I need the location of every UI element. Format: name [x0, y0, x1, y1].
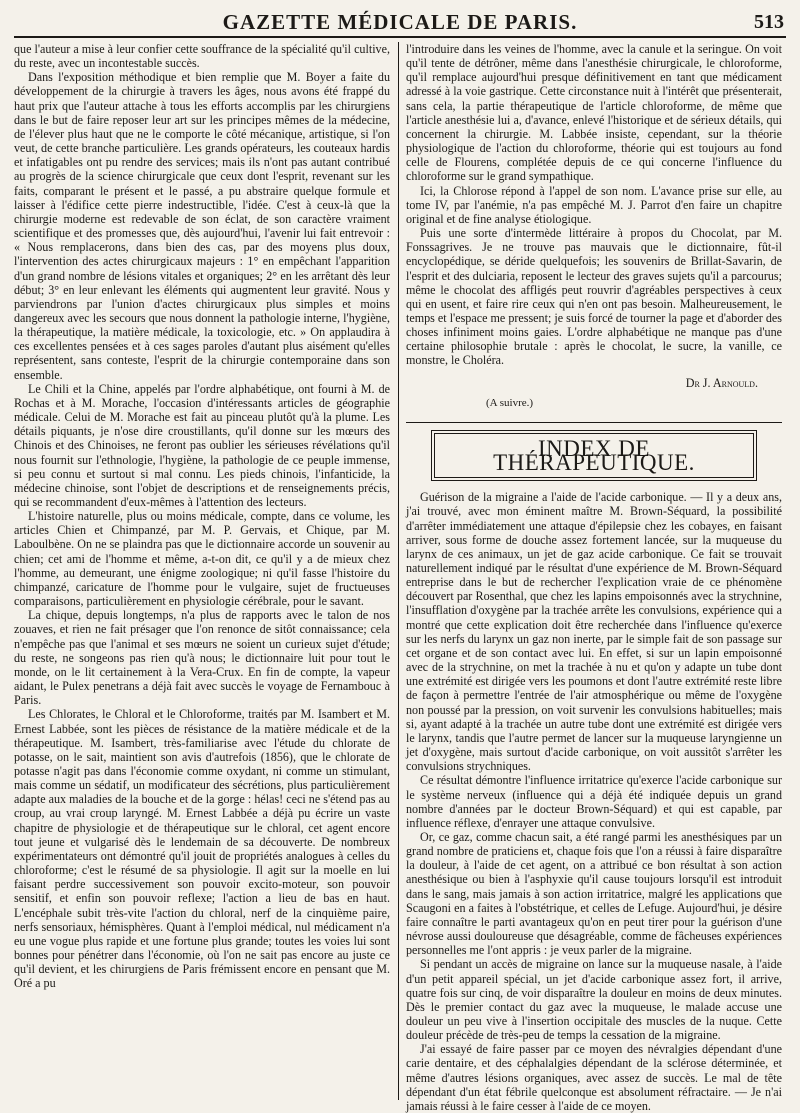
right-column	[406, 42, 782, 1113]
journal-title: GAZETTE MÉDICALE DE PARIS.	[222, 10, 578, 34]
two-column-body	[14, 42, 786, 1113]
paragraph: Puis une sorte d'intermède littéraire à propos du Chocolat, par M. Fonssagrives. Je ne trouve pas mauvais que le dictionnaire, fût-il encyclopédique, se déride quelquefois; les souvenirs de Brillat-Savarin, de l'esprit et des dulciaria, reposent le lecteur des graves sujets qu'il a parcourus; même le chocolat des affligés peut rouvrir d'agréables perspectives à ceux qui en usent, et faire rire ceux qui n'en ont pas besoin. Malheureusement, le temps et l'espace me pressent; je suis forcé de tourner la page et d'aborder des choses infiniment moins gaies. L'ordre alphabétique ne manque pas d'une certaine philosophie brutale : après le chocolat, le sucre, la vanille, ce monstre, le Choléra.	[406, 226, 782, 368]
paragraph: Le Chili et la Chine, appelés par l'ordre alphabétique, ont fourni à M. de Rochas et à M. Morache, l'occasion d'intéressants articles de géographie médicale. Celui de M. Morache est fait au pinceau plutôt qu'à la plume. Les détails piquants, je n'ose dire croustillants, qu'il donne sur les mœurs des Chinois et des Chinoises, ne feront pas oublier les sérieuses révélations qu'il nous fournit sur l'ethnologie, l'hygiène, la pathologie de ce peuple immense, si peu connu et surtout si mal connu. Les pieds chinois, l'infanticide, la médecine chinoise, sont l'objet de descriptions et de renseignements précis, qui se recommandent d'eux-mêmes à l'attention des lecteurs.	[14, 381, 390, 509]
paragraph: Les Chlorates, le Chloral et le Chloroforme, traités par M. Isambert et M. Ernest Labbée, sont les pièces de résistance de la matière médicale et de la thérapeutique. M. Isambert, très-familiarise avec l'étude du chlorate de potasse, on le sait, maintient son avis d'autrefois (1856), que le chlorate de potasse n'agit pas dans l'économie comme oxydant, ni comme un stimulant, mais comme un sédatif, un modificateur des sécrétions, plus particulièrement adapte aux maladies de la bouche et de la gorge : hélas! ceci ne s'étend pas au croup, au vrai croup laryngé. M. Ernest Labbée a déjà pu écrire un vaste chapitre de physiologie et de thérapeutique sur le chloral, cet agent encore tout jeune et vulgarisé dès le lendemain de sa découverte. De nombreux expérimentateurs ont démontré qu'il jouit de propriétés analogues à celles du chloroforme; c'est le résumé de sa physiologie. Il agit sur la moelle en lui faisant perdre successivement son pouvoir excito-moteur, son pouvoir sensitif, et enfin son pouvoir reflexe; l'action a lieu de bas en haut. L'encéphale subit très-vite l'action du chloral, nerf de la cinquième paire, nerfs sensoriaux, hémisphères. Quant à l'emploi médical, nul médicament n'a eu une vogue plus rapide et une fortune plus grande; toutes les voies lui sont bonnes pour pénétrer dans l'économie, où l'on ne sait pas encore au juste ce qu'il devient, et les chirurgiens de Paris frémissent encore en pensant que M. Oré a pu	[14, 707, 390, 991]
left-column	[14, 42, 390, 1100]
paragraph: Si pendant un accès de migraine on lance sur la muqueuse nasale, à l'aide d'un petit appareil spécial, un jet d'acide carbonique assez fort, il arrive, quatre fois sur cinq, de voir disparaître la douleur en moins de deux minutes. Dès le premier contact du gaz avec la muqueuse, le malade accuse une douleur un peu vive à l'insertion occipitale des muscles de la nuque. Cette douleur précède de très-peu de temps la cessation de la migraine.	[406, 957, 782, 1043]
section-divider	[406, 422, 782, 423]
newspaper-page	[14, 8, 786, 1113]
paragraph: Ici, la Chlorose répond à l'appel de son nom. L'avance prise sur elle, au tome IV, par l'anémie, n'a pas empêché M. J. Parrot d'en faire un chapitre original et de fine analyse étiologique.	[406, 183, 782, 226]
paragraph: L'histoire naturelle, plus ou moins médicale, compte, dans ce volume, les articles Chien et Chimpanzé, par M. P. Gervais, et Chique, par M. Laboulbène. On ne se plaindra pas que le dictionnaire accorde un souvenir au chien; cet ami de l'homme et même, a-t-on dit, ce qu'il y a de mieux chez l'homme, au demeurant, une énigme zoologique; ni qu'il fasse l'histoire du chimpanzé, caricature de l'homme pour le vulgaire, sujet de fructueuses comparaisons, particulièrement en physiologie cérébrale, pour le savant.	[14, 509, 390, 609]
index-section-title: INDEX DE THÉRAPEUTIQUE.	[434, 433, 754, 478]
paragraph: Ce résultat démontre l'influence irritatrice qu'exerce l'acide carbonique sur le système nerveux (influence qui a déjà été indiquée depuis un grand nombre d'années par le docteur Brown-Séquard) et qui est capable, par influence réflexe, d'enrayer une attaque convulsive.	[406, 773, 782, 830]
page-header	[14, 8, 786, 38]
to-be-continued-note: (A suivre.)	[486, 396, 534, 409]
paragraph: que l'auteur a mise à leur confier cette souffrance de la spécialité qu'il cultive, du reste, avec un incontestable succès.	[14, 42, 390, 71]
paragraph: J'ai essayé de faire passer par ce moyen des névralgies dépendant d'une carie dentaire, et des céphalalgies dépendant de la sclérose déterminée, et même d'autres lésions organiques, avec assez de succès. Le mal de tête dépendant d'un état fébrile quelconque est absolument réfractaire. — Je n'ai jamais réussi à le faire cesser à l'aide de ce moyen.	[406, 1042, 782, 1113]
column-rule	[398, 42, 399, 1100]
paragraph: La chique, depuis longtemps, n'a plus de rapports avec le talon de nos zouaves, et rien ne fait présager que l'on renonce de sitôt connaissance; cela n'empêche pas que l'animal et ses mœurs ne soient un curieux sujet d'étude; du reste, ne songeons pas rien qu'à nous; le dictionnaire luit pour tout le monde, on le lit certainement à la Vera-Crux. En fin de compte, la vapeur aidant, le Pulex penetrans a déjà fait avec succès le voyage de Fernambouc à Paris.	[14, 608, 390, 708]
paragraph: Dans l'exposition méthodique et bien remplie que M. Boyer a faite du développement de la chirurgie à travers les âges, nous avons été frappé du haut prix que l'auteur attache à tous les efforts accomplis par les chirurgiens dans le but de faire reposer leur art sur les principes mêmes de la médecine, de l'élever plus haut que ne le comporte le côté mécanique, artistique, si l'on veut, de cette branche particulière. Les grands opérateurs, les couteaux hardis et infatigables ont pu rendre des services; mais ils n'ont pas autant contribué au progrès de la science chirurgicale que ceux dont l'esprit, revenant sur les faits, comparant le présent et le passé, a pu abstraire quelque formule et laisser à l'édifice cette pierre indestructible, l'idée. C'est à ceux-là que la chirurgie moderne est redevable de son éclat, de son caractère vraiment scientifique et des promesses que, dès aujourd'hui, l'avenir lui fait entrevoir : « Nous remplacerons, dans bien des cas, par des moyens plus doux, l'intervention des actes chirurgicaux majeurs : 1° en empêchant l'apparition d'un grand nombre de lésions vitales et organiques; 2° en les arrêtant dès leur début; 3° en leur enlevant les éléments qui augmentent leur gravité. Nous y parviendrons par l'union d'actes chirurgicaux plus simples et moins dangereux avec les secours que nous donnent la pathologie interne, l'hygiène, la thérapeutique, la matière médicale, la toxicologie, etc. » On applaudira à ces excellentes pensées et à ces sages paroles d'autant plus aisément qu'elles représentent, sans conteste, l'esprit de la chirurgie contemporaine dans son ensemble.	[14, 70, 390, 382]
paragraph: Or, ce gaz, comme chacun sait, a été rangé parmi les anesthésiques par un grand nombre de praticiens et, chaque fois que l'on a réussi à faire disparaître la douleur, à l'aide de cet agent, on a attribué ce bon résultat à son action anesthésique ou bien à l'asphyxie qu'il cause toujours lorsqu'il est introduit dans le sang, mais jamais à son action irritatrice, malgré les applications que Scaugoni en a faites à l'obstétrique, et celles de Lefuge. Aujourd'hui, je désire faire connaître le parti avantageux qu'on en peut tirer pour la guérison d'une névrose aussi douloureuse que désagréable, comme de fâcheuses expériences personnelles me l'ont appris : je veux parler de la migraine.	[406, 829, 782, 958]
page-number: 513	[754, 11, 784, 33]
paragraph: Guérison de la migraine a l'aide de l'acide carbonique. — Il y a deux ans, j'ai trouvé, avec mon éminent maître M. Brown-Séquard, la possibilité d'arrêter immédiatement une attaque d'épilepsie chez les cobayes, en faisant arriver, sous forme de douche assez fortement lancée, sur la muqueuse du larynx de ces animaux, un jet de gaz acide carbonique. Ce fait se trouvait naturellement indiqué par le résultat d'une expérience de M. Brown-Séquard entreprise dans le but de rechercher l'explication vraie de ce phénomène découvert par Rosenthal, que chez les lapins empoisonnés avec la strychnine, l'insufflation d'oxygène par la trachée arrête les convulsions, expérience qui a montré que cette explication doit être recherchée dans l'influence qu'exerce sur les nerfs du larynx un gaz non inerte, par le simple fait de son passage sur cet organe et de son contact avec lui. En effet, si sur un lapin empoisonné avec de la strychnine, on met la trachée à nu et qu'on y adapte un tube dont une extrémité est dirigée vers les poumons et dont l'autre extrémité reste libre de façon à permettre l'entrée de l'air atmosphérique ou même de l'oxygène non poussé par la pression, on voit survenir les convulsions habituelles; mais si, ayant adapté à la trachée un autre tube dont une extrémité est dirigée vers le larynx, tandis que l'autre permet de lancer sur la muqueuse laryngienne un jet d'oxygène, mais surtout d'acide carbonique, on voit aussitôt s'arrêter les convulsions strychniques.	[406, 490, 782, 774]
author-signature: Dr J. Arnould.	[685, 375, 758, 390]
paragraph: l'introduire dans les veines de l'homme, avec la canule et la seringue. On voit qu'il tente de détrôner, même dans l'anesthésie chirurgicale, le chloroforme, qu'il remplace aujourd'hui presque définitivement en tant que médicament adressé à la voie gastrique. Cette circonstance nuit à l'intérêt que présenterait, sans cela, la partie thérapeutique de l'article chloroforme, de même que l'article anesthésie lui a, d'avance, enlevé l'historique et de sérieux détails, qui concernent la chirurgie. M. Labbée insiste, cependant, sur la théorie physiologique de l'action du chloroforme, théorie qui est toujours au fond celle de Flourens, complétée depuis de ce qui concerne l'influence du chloroforme sur le grand sympathique.	[406, 42, 782, 184]
